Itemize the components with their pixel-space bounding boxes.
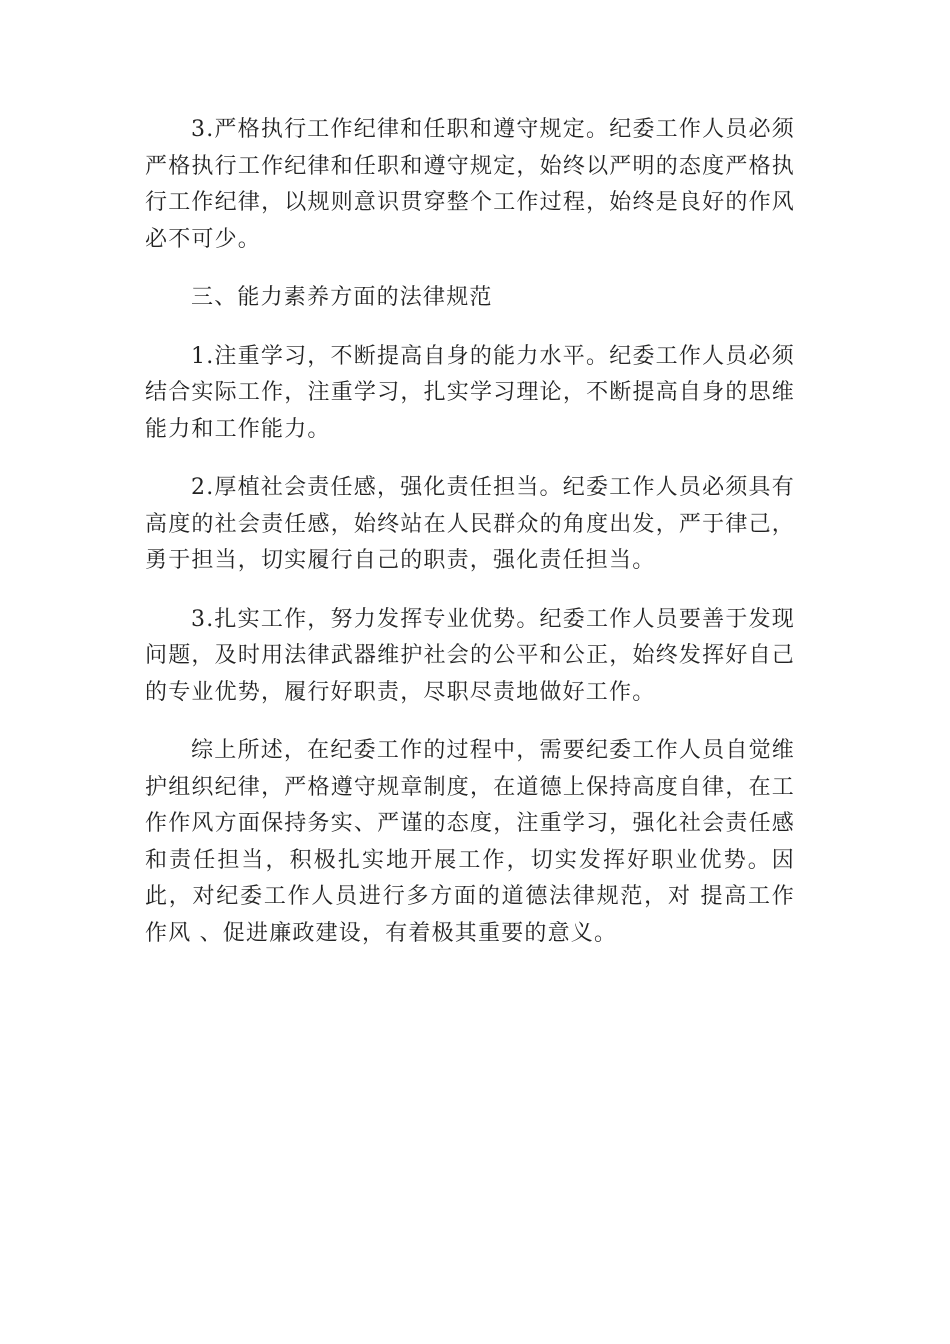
paragraph-study: 1.注重学习，不断提高自身的能力水平。纪委工作人员必须结合实际工作，注重学习，扎实学习理论，不断提高自身的思维能力和工作能力。 xyxy=(145,343,795,442)
paragraph-responsibility: 2.厚植社会责任感，强化责任担当。纪委工作人员必须具有高度的社会责任感，始终站在人民群众的角度出发，严于律己，勇于担当，切实履行自己的职责，强化责任担当。 xyxy=(145,475,795,573)
document-body xyxy=(145,112,795,974)
paragraph-discipline-rules: 3.严格执行工作纪律和任职和遵守规定。纪委工作人员必须严格执行工作纪律和任职和遵守规定，始终以严明的态度严格执行工作纪律，以规则意识贯穿整个工作过程，始终是良好的作风必不可少。 xyxy=(145,117,795,252)
paragraph-professional: 3.扎实工作，努力发挥专业优势。纪委工作人员要善于发现问题，及时用法律武器维护社会的公平和公正，始终发挥好自己的专业优势，履行好职责，尽职尽责地做好工作。 xyxy=(145,606,795,705)
section-heading-ability: 三、能力素养方面的法律规范 xyxy=(191,285,493,310)
paragraph-conclusion: 综上所述，在纪委工作的过程中，需要纪委工作人员自觉维护组织纪律，严格遵守规章制度，在道德上保持高度自律，在工作作风方面保持务实、严谨的态度，注重学习，强化社会责任感和责任担当，积极扎实地开展工作，切实发挥好职业优势。因此，对纪委工作人员进行多方面的道德法律规范，对 提高工作作风 、促进廉政建设，有着极其重要的意义。 xyxy=(145,738,795,946)
